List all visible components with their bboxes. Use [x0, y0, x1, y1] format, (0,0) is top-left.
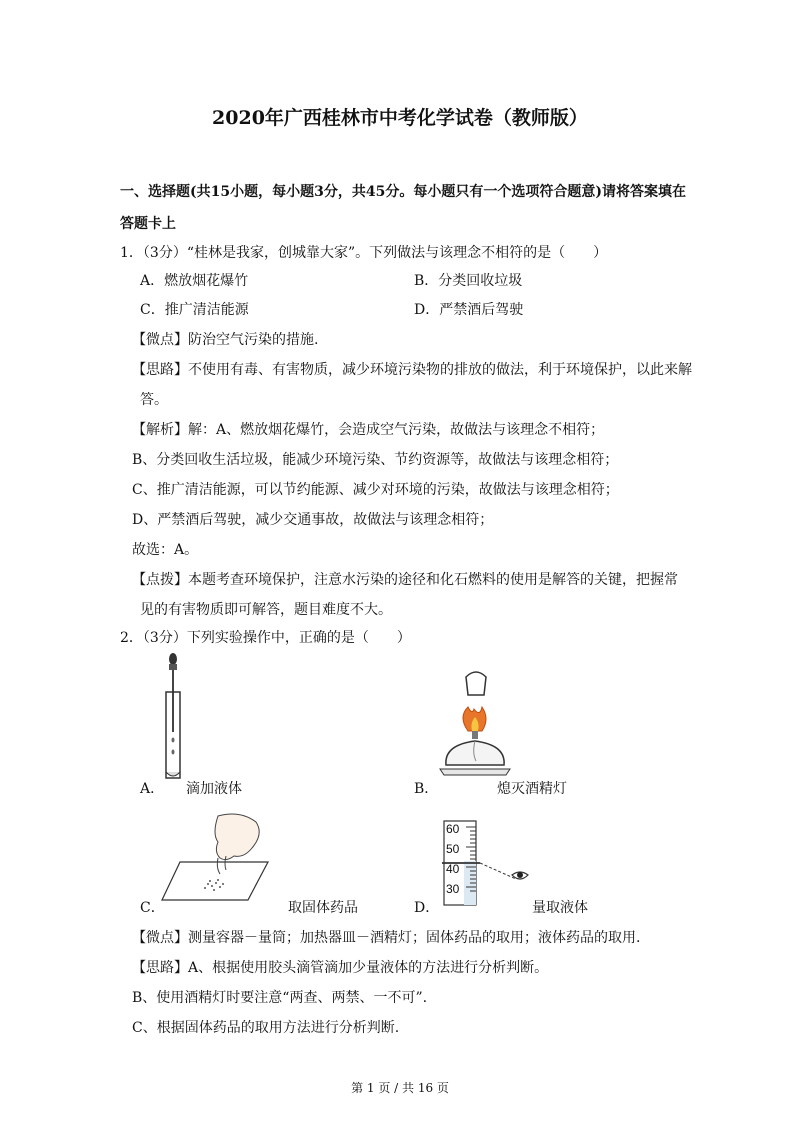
- solid-reagent-hand-figure: [160, 812, 275, 904]
- cylinder-tick-50: 50: [446, 842, 460, 856]
- q2-option-d-caption: 量取液体: [532, 900, 588, 916]
- cylinder-tick-60: 60: [446, 822, 460, 836]
- q2-option-a-caption: 滴加液体: [186, 781, 242, 797]
- q1-jiexi: 【解析】解：A、燃放烟花爆竹，会造成空气污染，故做法与该理念不相符；: [132, 422, 605, 438]
- q1-analysis-c: C、推广清洁能源，可以节约能源、减少对环境的污染，故做法与该理念相符；: [132, 482, 619, 498]
- q1-answer: 故选：A。: [132, 542, 199, 558]
- q2-weidian: 【微点】测量容器－量筒；加热器皿－酒精灯；固体药品的取用；液体药品的取用.: [132, 930, 641, 946]
- q2-option-a-letter: A．: [140, 781, 165, 797]
- q1-dianbo-line2: 见的有害物质即可解答，题目难度不大。: [140, 602, 392, 618]
- alcohol-lamp-figure: [428, 665, 518, 783]
- page-title: 2020年广西桂林市中考化学试卷（教师版）: [212, 107, 588, 129]
- q2-analysis-c: C、根据固体药品的取用方法进行分析判断.: [132, 1020, 400, 1036]
- q1-weidian: 【微点】防治空气污染的措施.: [132, 332, 319, 348]
- q1-silu-line2: 答。: [140, 392, 168, 408]
- q1-stem: 1．（3分）“桂林是我家，创城靠大家”。下列做法与该理念不相符的是（ ）: [120, 245, 608, 261]
- q1-option-a: A．燃放烟花爆竹: [140, 273, 249, 289]
- section-heading-line2: 答题卡上: [120, 216, 176, 232]
- q1-dianbo-line1: 【点拨】本题考查环境保护，注意水污染的途径和化石燃料的使用是解答的关键，把握常: [132, 572, 678, 588]
- q1-option-b: B．分类回收垃圾: [414, 273, 523, 289]
- q1-option-c: C．推广清洁能源: [140, 302, 249, 318]
- q2-option-b-letter: B．: [414, 781, 439, 797]
- q2-silu: 【思路】A、根据使用胶头滴管滴加少量液体的方法进行分析判断。: [132, 960, 549, 976]
- q2-option-b-caption: 熄灭酒精灯: [497, 781, 567, 797]
- q1-silu-line1: 【思路】不使用有毒、有害物质，减少环境污染物的排放的做法，利于环境保护，以此来解: [132, 362, 692, 378]
- q1-analysis-d: D、严禁酒后驾驶，减少交通事故，故做法与该理念相符；: [132, 512, 494, 528]
- cylinder-tick-30: 30: [446, 882, 460, 896]
- dropper-test-tube-figure: [158, 652, 188, 782]
- section-heading-line1: 一、选择题(共15小题，每小题3分，共45分。每小题只有一个选项符合题意)请将答案填在: [120, 184, 686, 200]
- q2-option-c-caption: 取固体药品: [288, 900, 358, 916]
- q1-option-d: D．严禁酒后驾驶: [414, 302, 524, 318]
- cylinder-tick-40: 40: [446, 862, 460, 876]
- page-footer: 第 1 页 / 共 16 页: [351, 1081, 449, 1095]
- q2-analysis-b: B、使用酒精灯时要注意“两查、两禁、一不可”.: [132, 990, 428, 1006]
- q2-option-d-letter: D．: [414, 900, 440, 916]
- q1-analysis-b: B、分类回收生活垃圾，能减少环境污染、节约资源等，故做法与该理念相符；: [132, 452, 619, 468]
- q2-stem: 2．（3分）下列实验操作中，正确的是（ ）: [120, 630, 411, 646]
- q2-option-c-letter: C．: [140, 900, 165, 916]
